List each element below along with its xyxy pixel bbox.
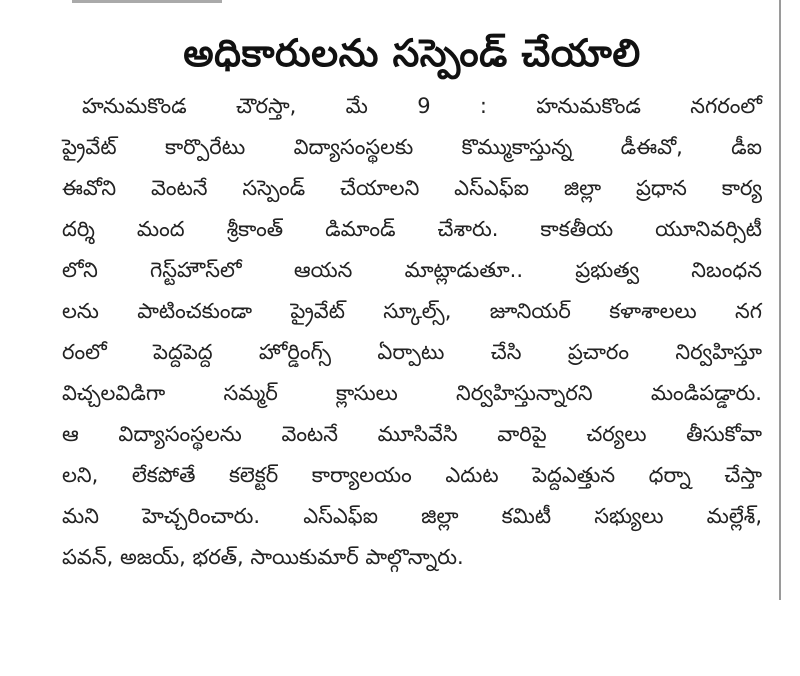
article-line: హనుమకొండ చౌరస్తా, మే 9 : హనుమకొండ నగరంలో [82, 94, 762, 118]
article-body [62, 86, 762, 578]
article-headline: అధికారులను సస్పెండ్ చేయాలి [183, 31, 641, 75]
news-article [62, 28, 762, 578]
top-divider [72, 0, 222, 3]
article-line: పవన్, అజయ్, భరత్, సాయికుమార్ పాల్గొన్నారు. [62, 545, 464, 569]
article-line: లని, లేకపోతే కలెక్టర్ కార్యాలయం ఎదుట పెద్దఎత్తున ధర్నా చేస్తా [62, 463, 762, 487]
article-line: ప్రైవేట్ కార్పొరేటు విద్యాసంస్థలకు కొమ్ముకాస్తున్న డీఈవో, డీఐ [62, 135, 762, 159]
article-line: మని హెచ్చరించారు. ఎస్ఎఫ్ఐ జిల్లా కమిటీ సభ్యులు మల్లేశ్, [62, 504, 762, 528]
article-line: ఆ విద్యాసంస్థలను వెంటనే మూసివేసి వారిపై చర్యలు తీసుకోవా [62, 422, 762, 446]
article-line: ఈవోని వెంటనే సస్పెండ్ చేయాలని ఎస్ఎఫ్ఐ జిల్లా ప్రధాన కార్య [62, 176, 762, 200]
article-line: లను పాటించకుండా ప్రైవేట్ స్కూల్స్, జూనియర్ కళాశాలలు నగ [62, 299, 762, 323]
article-line: దర్శి మంద శ్రీకాంత్ డిమాండ్ చేశారు. కాకతీయ యూనివర్సిటీ [62, 217, 762, 241]
column-divider [779, 0, 781, 600]
article-line: రంలో పెద్దపెద్ద హోర్డింగ్స్ ఏర్పాటు చేసి ప్రచారం నిర్వహిస్తూ [62, 340, 762, 364]
article-line: లోని గెస్ట్‌హౌస్‌లో ఆయన మాట్లాడుతూ.. ప్రభుత్వ నిబంధన [62, 258, 762, 282]
article-line: విచ్చలవిడిగా సమ్మర్ క్లాసులు నిర్వహిస్తున్నారని మండిపడ్డారు. [62, 381, 762, 405]
